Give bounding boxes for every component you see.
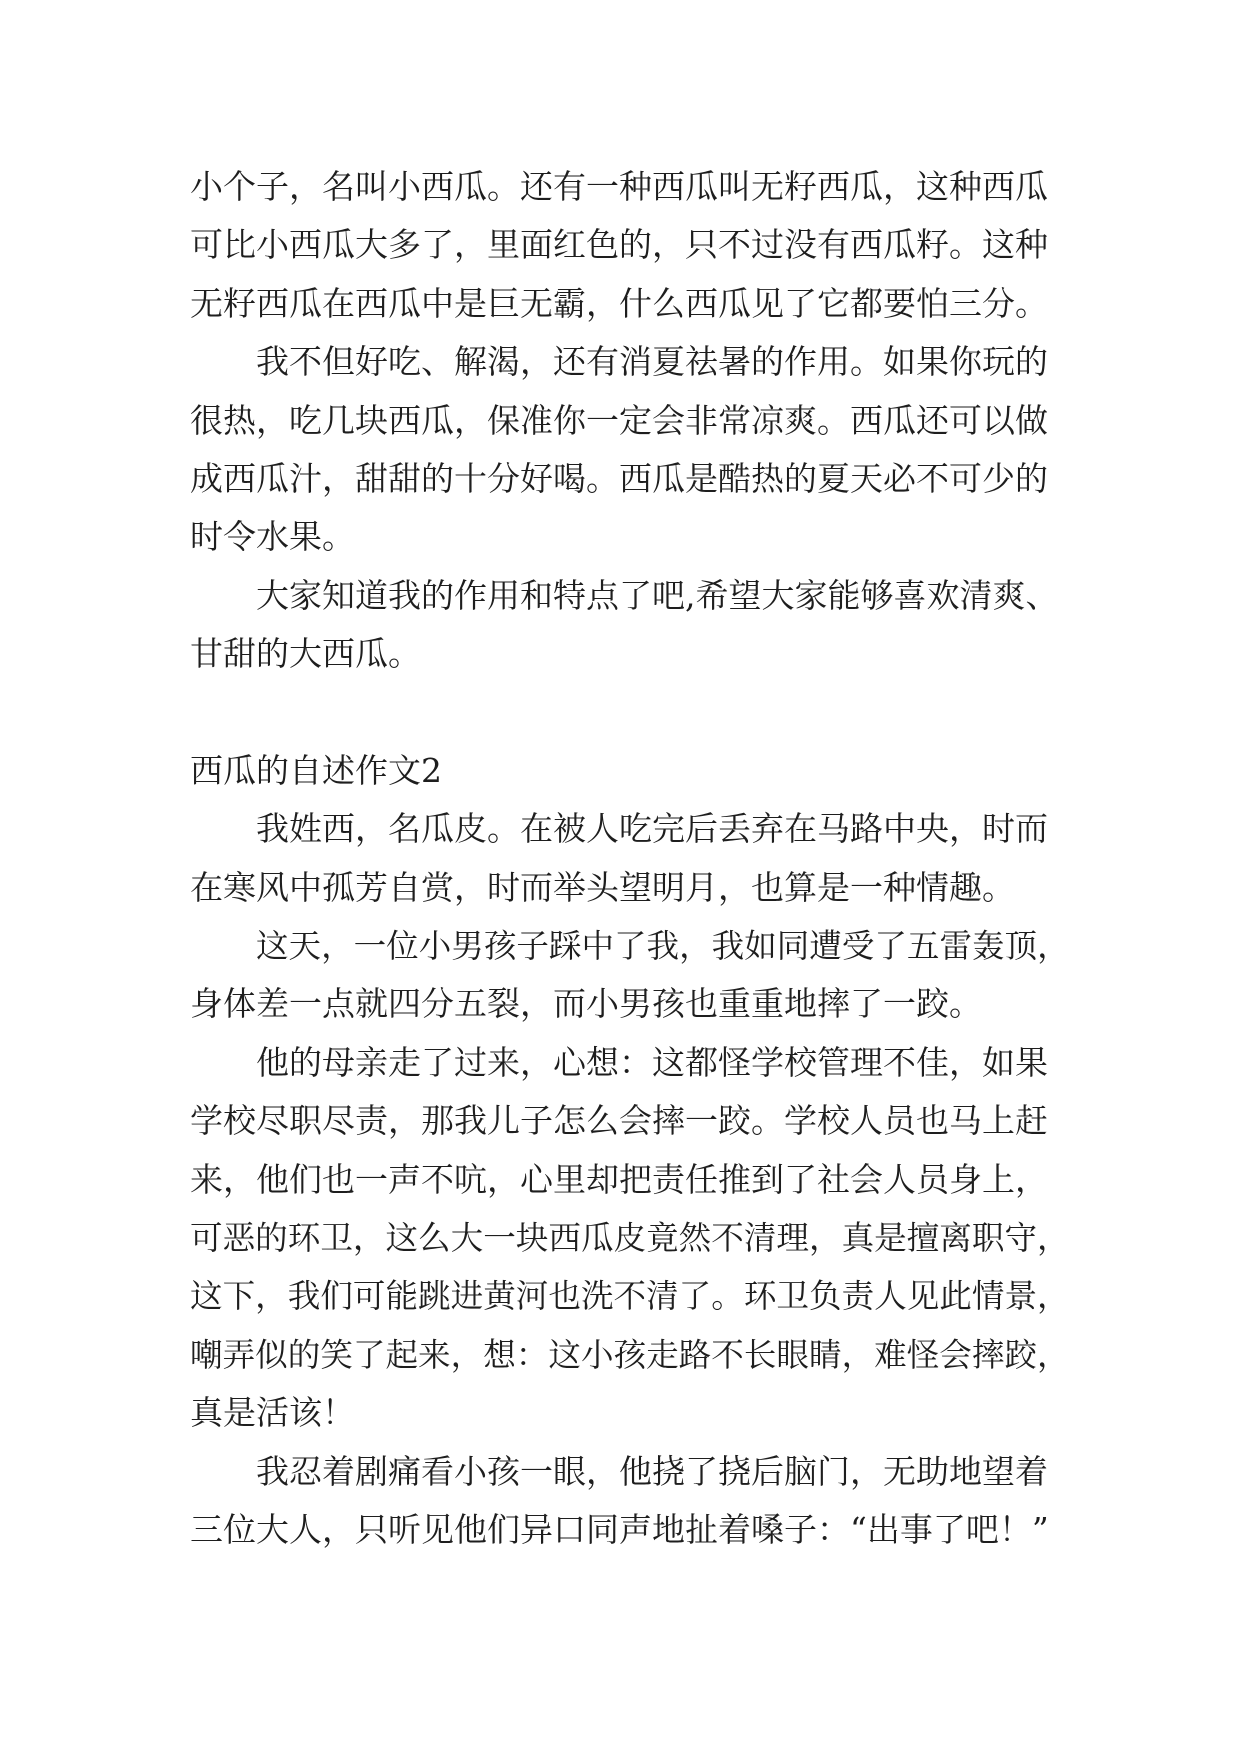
- text-line: 可恶的环卫，这么大一块西瓜皮竟然不清理，真是擅离职守，: [190, 1219, 1070, 1258]
- text-line: 成西瓜汁，甜甜的十分好喝。西瓜是酷热的夏天必不可少的: [190, 458, 1048, 498]
- section-title: 西瓜的自述作文2: [190, 750, 442, 790]
- text-line: 嘲弄似的笑了起来，想：这小孩走路不长眼睛，难怪会摔跤，: [190, 1335, 1070, 1374]
- text-line: 无籽西瓜在西瓜中是巨无霸，什么西瓜见了它都要怕三分。: [190, 283, 1048, 323]
- text-line: 来，他们也一声不吭，心里却把责任推到了社会人员身上，: [190, 1159, 1048, 1199]
- text-line: 可比小西瓜大多了，里面红色的，只不过没有西瓜籽。这种: [190, 225, 1048, 265]
- section-gap: [190, 684, 1070, 742]
- paragraph-first-line: 大家知道我的作用和特点了吧,希望大家能够喜欢清爽、: [256, 575, 1059, 615]
- text-line: 三位大人，只听见他们异口同声地扯着嗓子：“出事了吧！”: [190, 1509, 1049, 1549]
- text-line: 身体差一点就四分五裂，而小男孩也重重地摔了一跤。: [190, 984, 982, 1024]
- text-line: 真是活该！: [190, 1393, 355, 1433]
- text-line: 小个子，名叫小西瓜。还有一种西瓜叫无籽西瓜，这种西瓜: [190, 167, 1048, 206]
- paragraph-first-line: 他的母亲走了过来，心想：这都怪学校管理不佳，如果: [256, 1042, 1048, 1082]
- paragraph-first-line: 我忍着剧痛看小孩一眼，他挠了挠后脑门，无助地望着: [256, 1451, 1048, 1491]
- text-line: 很热，吃几块西瓜，保准你一定会非常凉爽。西瓜还可以做: [190, 400, 1048, 440]
- paragraph-first-line: 我不但好吃、解渴，还有消夏祛暑的作用。如果你玩的: [256, 342, 1048, 382]
- text-line: 在寒风中孤芳自赏，时而举头望明月，也算是一种情趣。: [190, 867, 1015, 907]
- text-line: 学校尽职尽责，那我儿子怎么会摔一跤。学校人员也马上赶: [190, 1101, 1048, 1141]
- paragraph-first-line: 这天，一位小男孩子踩中了我，我如同遭受了五雷轰顶，: [256, 927, 1070, 966]
- paragraph-first-line: 我姓西，名瓜皮。在被人吃完后丢弃在马路中央，时而: [256, 809, 1048, 849]
- text-line: 时令水果。: [190, 517, 355, 557]
- text-line: 甘甜的大西瓜。: [190, 634, 421, 674]
- document-body: [190, 158, 1070, 1559]
- text-line: 这下，我们可能跳进黄河也洗不清了。环卫负责人见此情景，: [190, 1277, 1070, 1316]
